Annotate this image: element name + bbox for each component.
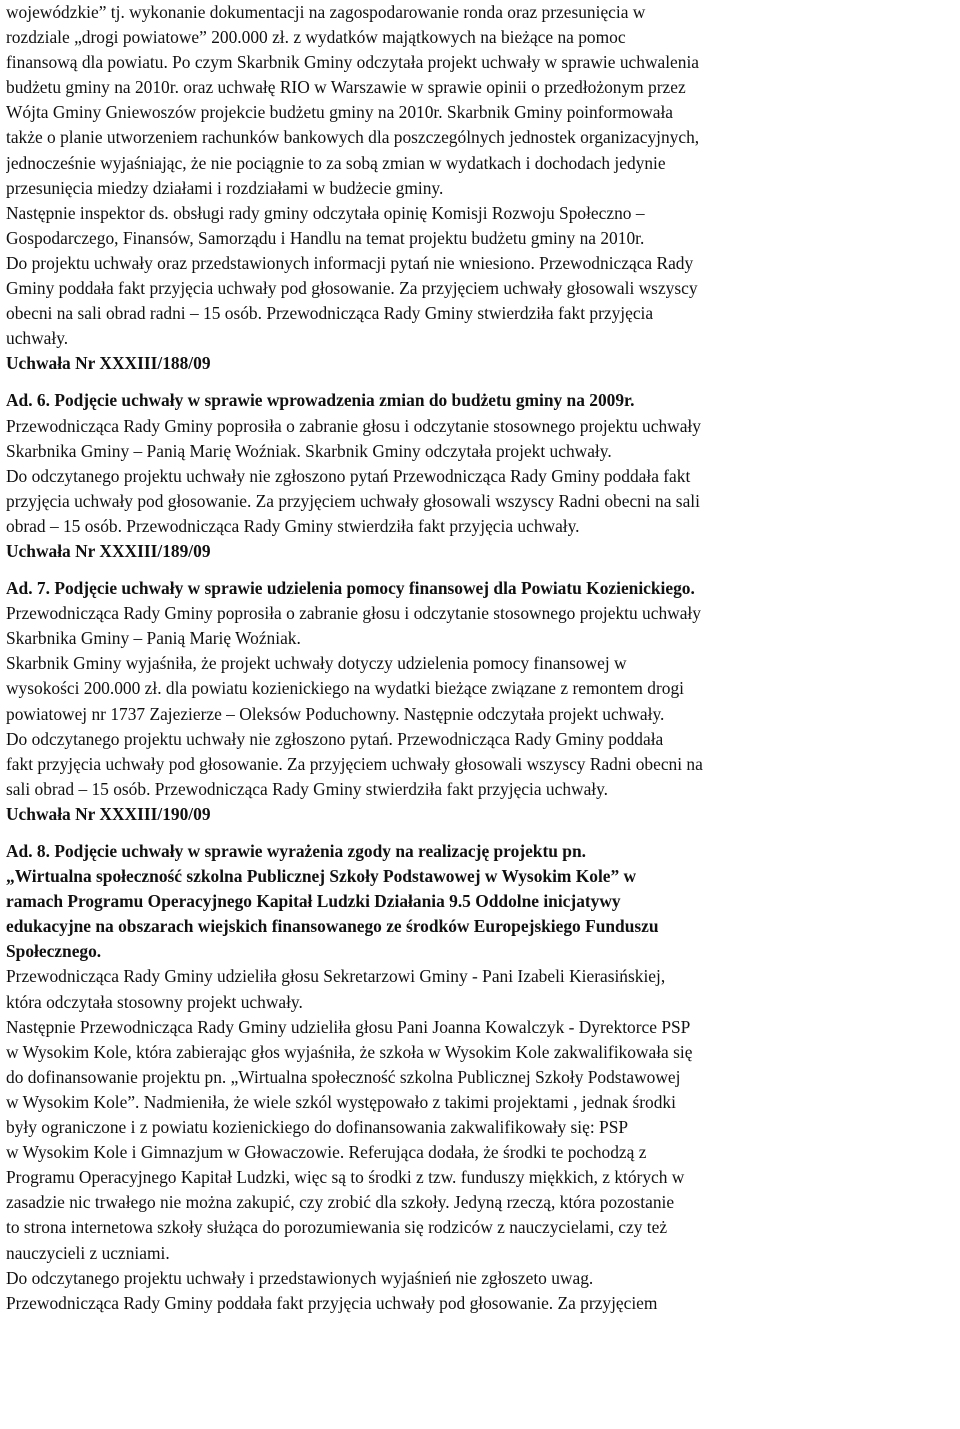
text-line: wojewódzkie” tj. wykonanie dokumentacji na zagospodarowanie ronda oraz przesunięcia w — [6, 2, 646, 22]
heading-paragraph — [6, 839, 956, 964]
text-line: Wójta Gminy Gniewoszów projekcie budżetu gminy na 2010r. Skarbnik Gminy poinformowała — [6, 102, 673, 123]
heading-paragraph — [6, 351, 956, 376]
text-line: fakt przyjęcia uchwały pod głosowanie. Za przyjęciem uchwały głosowali wszyscy Radni obecni na — [6, 753, 703, 774]
text-line: Programu Operacyjnego Kapitał Ludzki, więc są to środki z tzw. funduszy miękkich, z których w — [6, 1167, 685, 1188]
text-line: Gospodarczego, Finansów, Samorządu i Handlu na temat projektu budżetu gminy na 2010r. — [6, 227, 645, 248]
text-line: Ad. 7. Podjęcie uchwały w sprawie udzielenia pomocy finansowej dla Powiatu Kozienickiego. — [6, 578, 695, 599]
text-paragraph — [6, 1266, 956, 1316]
heading-paragraph — [6, 539, 956, 564]
text-paragraph — [6, 464, 956, 539]
text-line: Przewodnicząca Rady Gminy poprosiła o zabranie głosu i odczytanie stosownego projektu uchwały — [6, 603, 701, 624]
text-line: Przewodnicząca Rady Gminy poddała fakt przyjęcia uchwały pod głosowanie. Za przyjęciem — [6, 1292, 658, 1313]
text-line: Ad. 6. Podjęcie uchwały w sprawie wprowadzenia zmian do budżetu gminy na 2009r. — [6, 390, 635, 411]
text-paragraph — [6, 201, 956, 251]
text-line: były ograniczone i z powiatu kozienickiego do dofinansowania zakwalifikowały się: PSP — [6, 1117, 629, 1138]
heading-paragraph — [6, 802, 956, 827]
text-line: Do odczytanego projektu uchwały i przedstawionych wyjaśnień nie zgłoszeto uwag. — [6, 1267, 594, 1288]
text-paragraph — [6, 727, 956, 802]
text-line: Do odczytanego projektu uchwały nie zgłoszono pytań Przewodnicząca Rady Gminy poddała fakt — [6, 465, 691, 486]
text-line: Do projektu uchwały oraz przedstawionych informacji pytań nie wniesiono. Przewodnicząca Rady — [6, 252, 694, 273]
text-paragraph — [6, 414, 956, 464]
text-line: powiatowej nr 1737 Zajezierze – Oleksów Poduchowny. Następnie odczytała projekt uchwały. — [6, 703, 665, 724]
text-line: przesunięcia miedzy działami i rozdziałami w budżecie gminy. — [6, 177, 444, 198]
text-line: obecni na sali obrad radni – 15 osób. Przewodnicząca Rady Gminy stwierdziła fakt przyjęcia — [6, 303, 654, 324]
text-line: Skarbnika Gminy – Panią Marię Woźniak. Skarbnik Gminy odczytała projekt uchwały. — [6, 440, 612, 461]
text-line: w Wysokim Kole, która zabierając głos wyjaśniła, że szkoła w Wysokim Kole zakwalifikowała się — [6, 1041, 693, 1062]
text-line: sali obrad – 15 osób. Przewodnicząca Rady Gminy stwierdziła fakt przyjęcia uchwały. — [6, 778, 609, 799]
text-line: „Wirtualna społeczność szkolna Publicznej Szkoły Podstawowej w Wysokim Kole” w — [6, 866, 637, 887]
text-line: budżetu gminy na 2010r. oraz uchwałę RIO w Warszawie w sprawie opinii o przedłożonym przez — [6, 77, 686, 98]
text-line: obrad – 15 osób. Przewodnicząca Rady Gminy stwierdziła fakt przyjęcia uchwały. — [6, 515, 580, 536]
text-line: Przewodnicząca Rady Gminy poprosiła o zabranie głosu i odczytanie stosownego projektu uchwały — [6, 415, 701, 436]
text-line: Skarbnik Gminy wyjaśniła, że projekt uchwały dotyczy udzielenia pomocy finansowej w — [6, 653, 627, 674]
text-line: finansową dla powiatu. Po czym Skarbnik Gminy odczytała projekt uchwały w sprawie uchwalenia — [6, 52, 700, 73]
text-line: ramach Programu Operacyjnego Kapitał Ludzki Działania 9.5 Oddolne inicjatywy — [6, 891, 621, 912]
text-line: jednocześnie wyjaśniając, że nie pociągnie to za sobą zmian w wydatkach i dochodach jedynie — [6, 152, 666, 173]
text-paragraph — [6, 1015, 956, 1266]
text-line: przyjęcia uchwały pod głosowanie. Za przyjęciem uchwały głosowali wszyscy Radni obecni na sali — [6, 490, 700, 511]
text-paragraph — [6, 251, 956, 351]
text-line: także o planie utworzeniem rachunków bankowych dla poszczególnych jednostek organizacyjnych, — [6, 127, 700, 148]
text-line: Następnie inspektor ds. obsługi rady gminy odczytała opinię Komisji Rozwoju Społeczno – — [6, 202, 645, 223]
text-line: rozdziale „drogi powiatowe” 200.000 zł. z wydatków majątkowych na bieżące na pomoc — [6, 27, 626, 48]
text-line: nauczycieli z uczniami. — [6, 1242, 170, 1263]
text-line: Uchwała Nr XXXIII/190/09 — [6, 803, 211, 824]
text-paragraph — [6, 0, 956, 201]
text-line: do dofinansowanie projektu pn. „Wirtualna społeczność szkolna Publicznej Szkoły Podstawowej — [6, 1066, 681, 1087]
heading-paragraph — [6, 388, 956, 413]
text-line: Skarbnika Gminy – Panią Marię Woźniak. — [6, 628, 301, 649]
heading-paragraph — [6, 576, 956, 601]
text-paragraph — [6, 601, 956, 651]
text-line: Społecznego. — [6, 941, 102, 962]
text-line: Do odczytanego projektu uchwały nie zgłoszono pytań. Przewodnicząca Rady Gminy poddała — [6, 728, 664, 749]
text-line: Gminy poddała fakt przyjęcia uchwały pod głosowanie. Za przyjęciem uchwały głosowali wszyscy — [6, 278, 698, 299]
text-line: Przewodnicząca Rady Gminy udzieliła głosu Sekretarzowi Gminy - Pani Izabeli Kierasińskiej, — [6, 966, 666, 987]
text-line: Uchwała Nr XXXIII/188/09 — [6, 353, 211, 374]
text-line: w Wysokim Kole”. Nadmieniła, że wiele szkól występowało z takimi projektami , jednak środki — [6, 1091, 676, 1112]
text-line: Uchwała Nr XXXIII/189/09 — [6, 540, 211, 561]
text-line: edukacyjne na obszarach wiejskich finansowanego ze środków Europejskiego Funduszu — [6, 916, 659, 937]
text-line: w Wysokim Kole i Gimnazjum w Głowaczowie. Referująca dodała, że środki te pochodzą z — [6, 1142, 647, 1163]
text-line: Następnie Przewodnicząca Rady Gminy udzieliła głosu Pani Joanna Kowalczyk - Dyrektorce PSP — [6, 1016, 691, 1037]
text-line: która odczytała stosowny projekt uchwały. — [6, 991, 303, 1012]
text-line: to strona internetowa szkoły służąca do porozumiewania się rodziców z nauczycielami, czy też — [6, 1217, 668, 1238]
text-line: wysokości 200.000 zł. dla powiatu kozienickiego na wydatki bieżące związane z remontem drogi — [6, 678, 685, 699]
document-page — [6, 0, 956, 1316]
text-line: uchwały. — [6, 328, 69, 349]
text-paragraph — [6, 964, 956, 1014]
text-paragraph — [6, 651, 956, 726]
text-line: Ad. 8. Podjęcie uchwały w sprawie wyrażenia zgody na realizację projektu pn. — [6, 841, 586, 861]
text-line: zasadzie nic trwałego nie można zakupić, czy zrobić dla szkoły. Jedyną rzeczą, która pozostanie — [6, 1192, 675, 1213]
